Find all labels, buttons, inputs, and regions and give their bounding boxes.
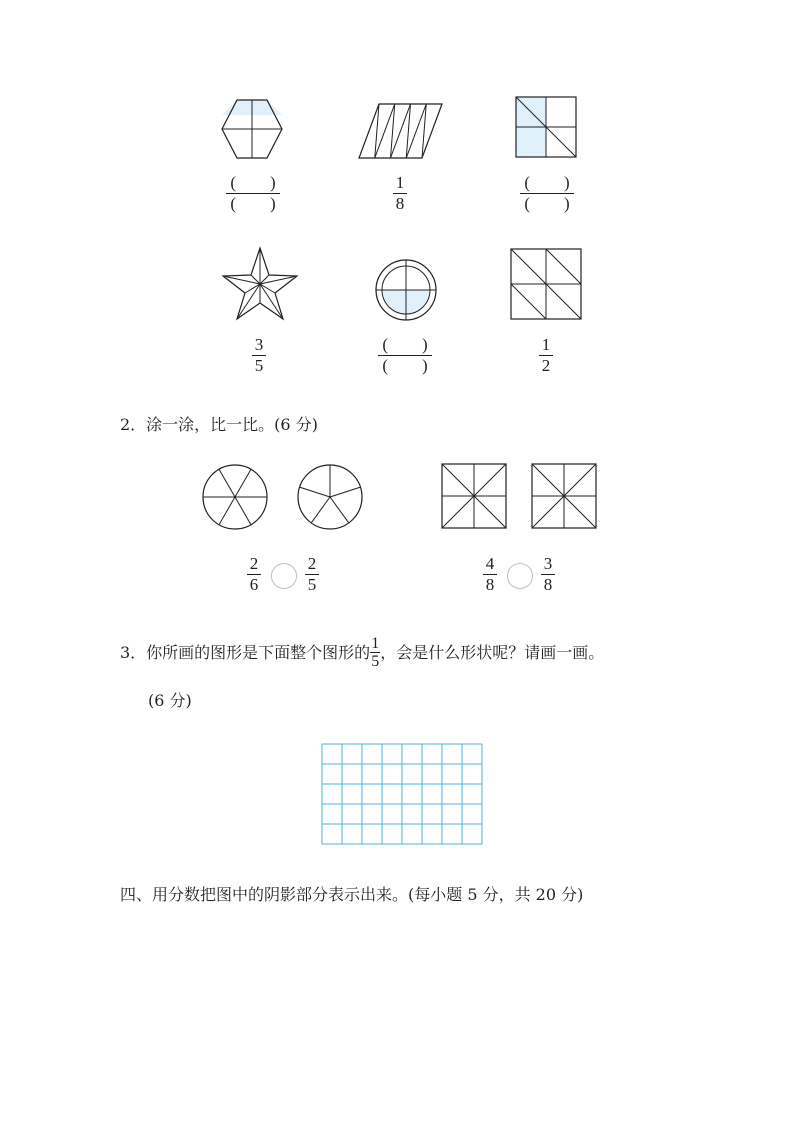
hexagon-fraction bbox=[223, 173, 283, 214]
drawing-grid[interactable] bbox=[321, 743, 485, 847]
square-triangles-figure bbox=[516, 97, 578, 159]
fraction-numerator: 1 bbox=[371, 635, 380, 652]
square-grid-figure bbox=[511, 249, 583, 321]
fraction-numerator: ( ) bbox=[230, 173, 276, 192]
compare-right-b bbox=[518, 554, 578, 595]
hexagon-figure bbox=[221, 100, 285, 160]
circle-6-parts[interactable] bbox=[202, 464, 270, 532]
section-4-heading: 四、用分数把图中的阴影部分表示出来。(每小题 5 分，共 20 分) bbox=[120, 885, 584, 904]
fraction-denominator: ( ) bbox=[524, 194, 570, 213]
square-grid-fraction bbox=[516, 335, 576, 376]
fraction-numerator: 3 bbox=[254, 335, 264, 354]
fraction-numerator: 1 bbox=[541, 335, 551, 354]
star-figure bbox=[220, 247, 300, 321]
fraction-numerator: 3 bbox=[543, 554, 553, 573]
circle-5-parts[interactable] bbox=[297, 464, 365, 532]
question-3-prefix: 3．你所画的图形是下面整个图形的 bbox=[120, 643, 371, 662]
fraction-denominator: ( ) bbox=[230, 194, 276, 213]
question-3-suffix: ，会是什么形状呢？请画一画。 bbox=[380, 643, 605, 662]
parallelogram-fraction bbox=[370, 173, 430, 214]
fraction-denominator: 2 bbox=[541, 356, 551, 375]
question-3-text bbox=[120, 636, 604, 671]
fraction-denominator: 6 bbox=[249, 575, 259, 594]
fraction-numerator: 2 bbox=[307, 554, 317, 573]
ring-fraction bbox=[375, 335, 435, 376]
fraction-numerator: 1 bbox=[395, 173, 405, 192]
square-triangles-fraction bbox=[517, 173, 577, 214]
fraction-denominator: ( ) bbox=[382, 356, 428, 375]
question-3-points: (6 分) bbox=[148, 691, 192, 710]
question-2-label: 2．涂一涂，比一比。(6 分) bbox=[120, 415, 318, 434]
fraction-denominator: 8 bbox=[485, 575, 495, 594]
fraction-numerator: 2 bbox=[249, 554, 259, 573]
question-3-fraction bbox=[370, 635, 380, 670]
fraction-numerator: ( ) bbox=[382, 335, 428, 354]
fraction-denominator: 8 bbox=[395, 194, 405, 213]
fraction-numerator: ( ) bbox=[524, 173, 570, 192]
star-fraction bbox=[229, 335, 289, 376]
fraction-numerator: 4 bbox=[485, 554, 495, 573]
fraction-denominator: 8 bbox=[543, 575, 553, 594]
fraction-denominator: 5 bbox=[371, 653, 380, 670]
fraction-denominator: 5 bbox=[307, 575, 317, 594]
ring-figure bbox=[374, 258, 438, 322]
square-8-parts-a[interactable] bbox=[442, 464, 510, 532]
square-8-parts-b[interactable] bbox=[532, 464, 600, 532]
fraction-denominator: 5 bbox=[254, 356, 264, 375]
parallelogram-figure bbox=[359, 104, 443, 160]
compare-left-b bbox=[282, 554, 342, 595]
